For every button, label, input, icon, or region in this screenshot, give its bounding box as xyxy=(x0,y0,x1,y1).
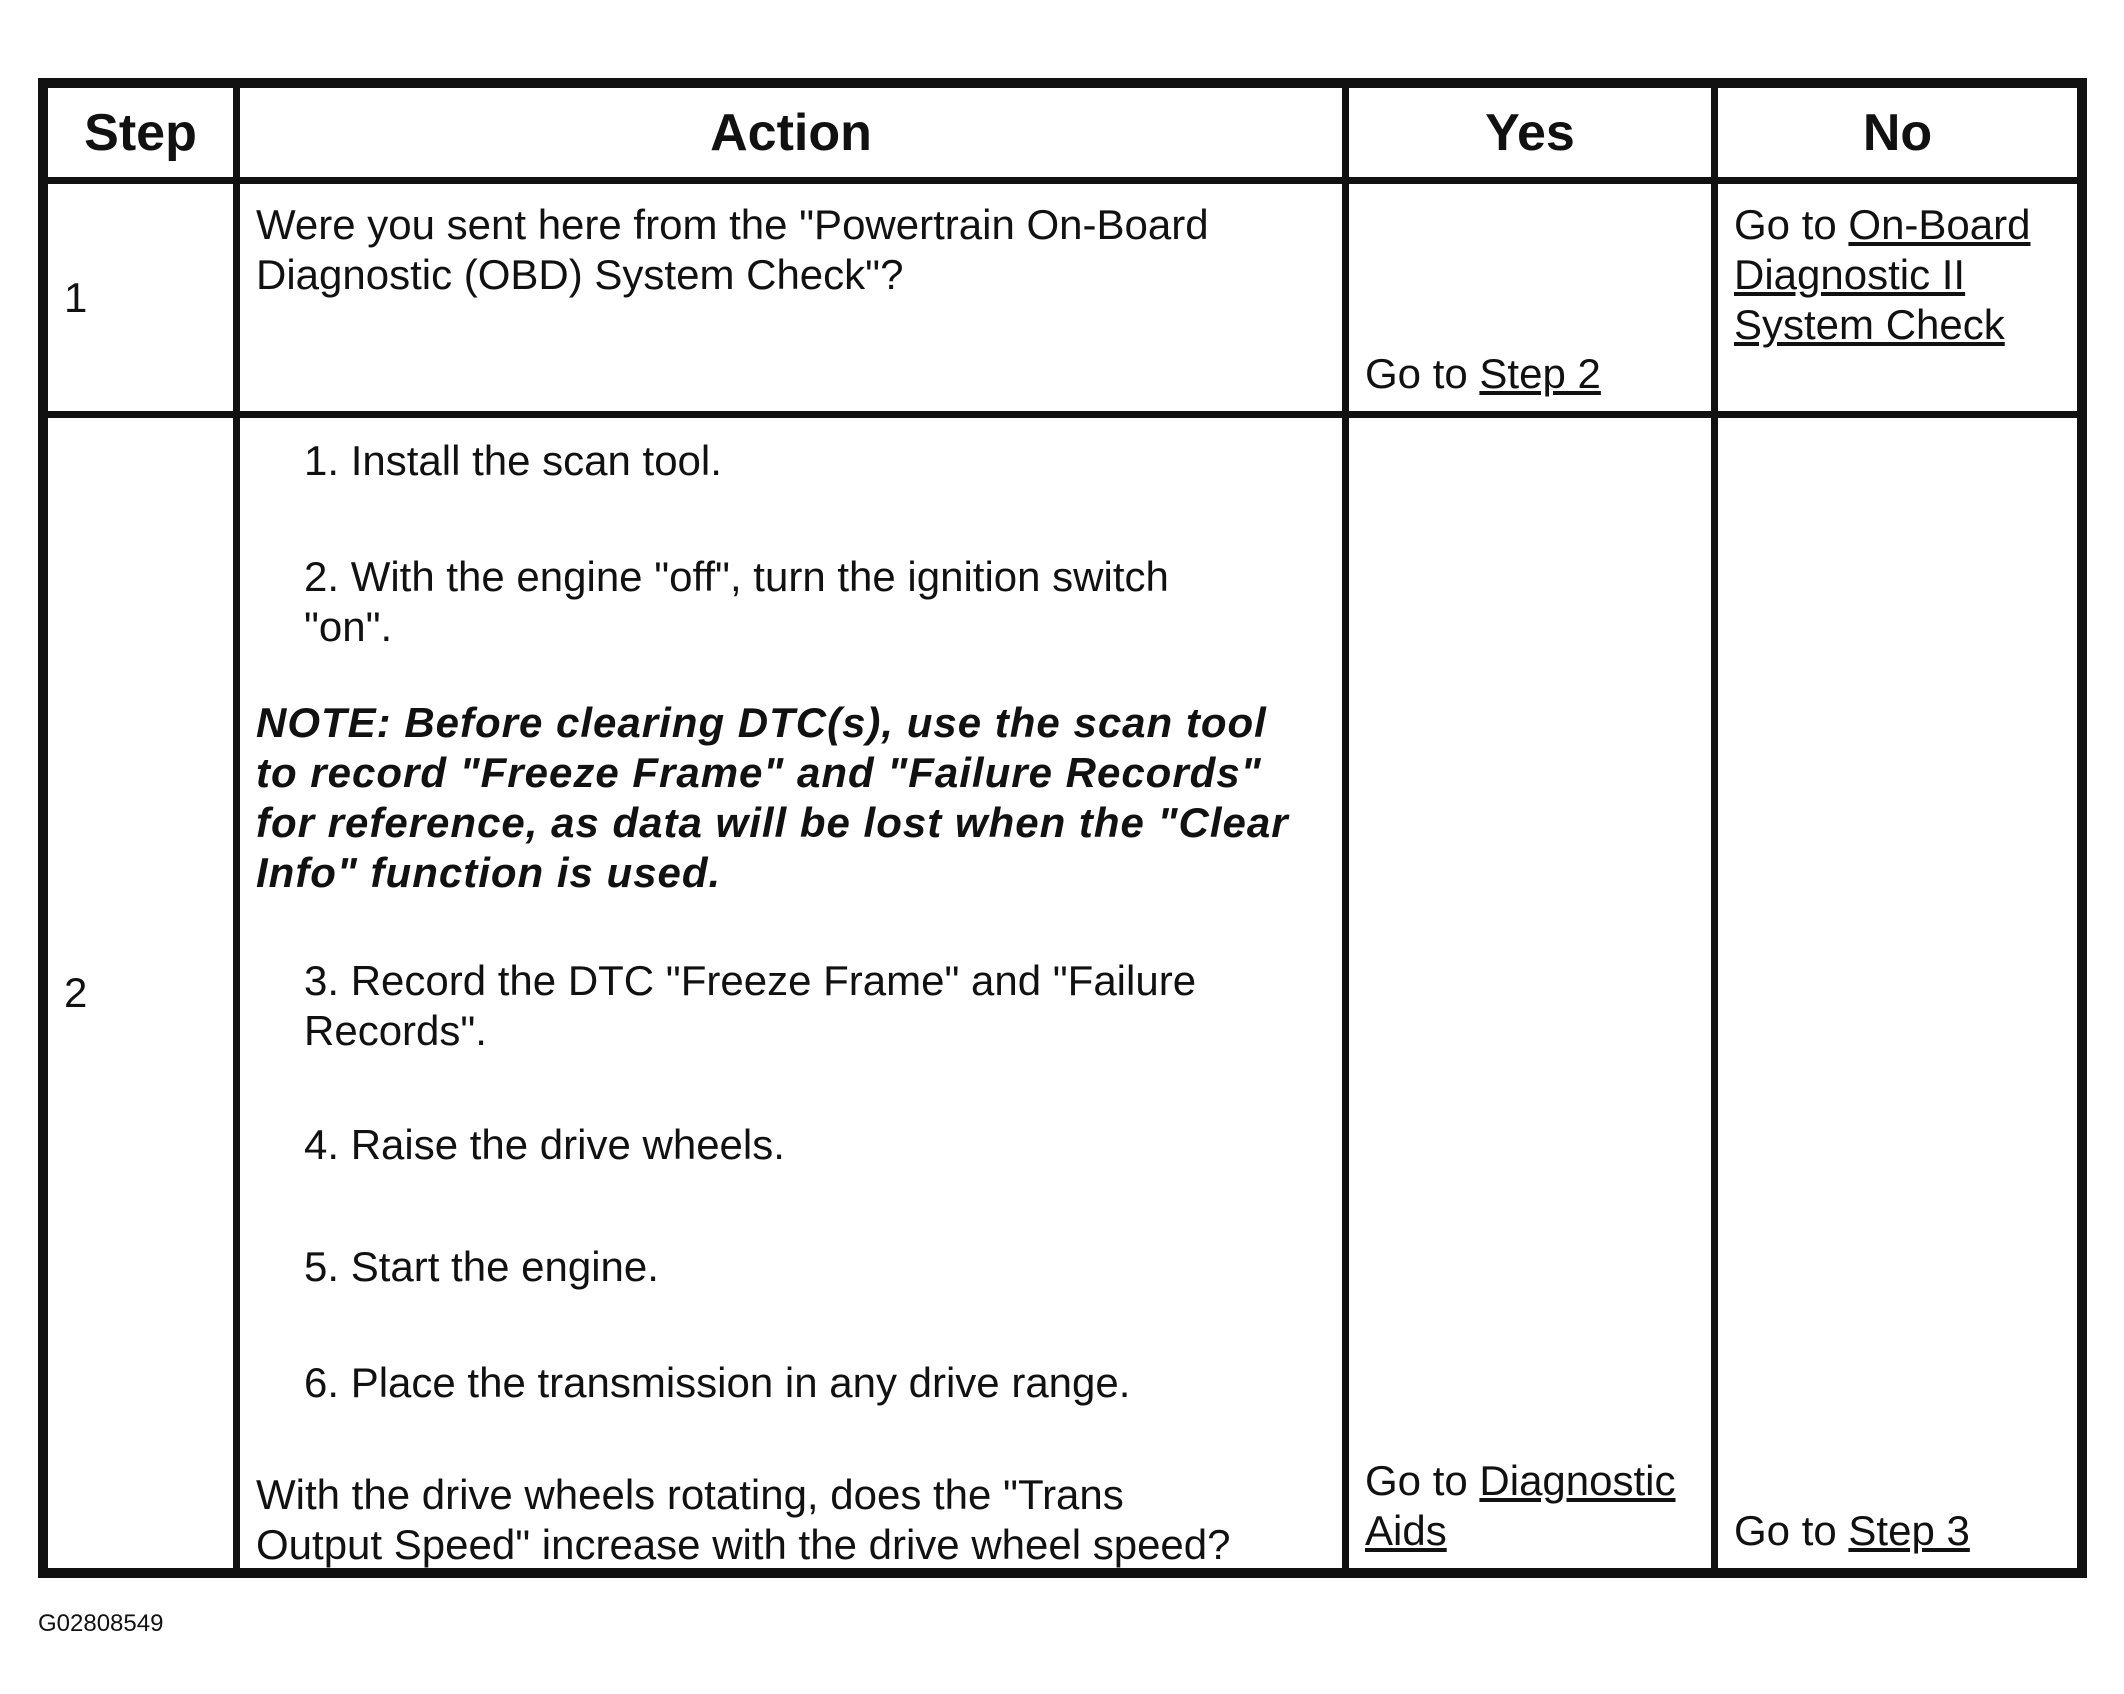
row1-yes-link-step2[interactable]: Step 2 xyxy=(1479,350,1601,397)
action-item-2 xyxy=(304,552,1322,652)
header-yes xyxy=(1349,88,1718,184)
header-action xyxy=(240,88,1349,184)
row1-no-prefix: Go to xyxy=(1734,201,1837,248)
header-no xyxy=(1718,88,2077,184)
row1-yes-text xyxy=(1365,349,1701,399)
header-yes-label: Yes xyxy=(1485,103,1575,162)
row1-action-cell xyxy=(240,184,1349,418)
row1-yes-prefix: Go to xyxy=(1365,350,1468,397)
action-note-line: for reference, as data will be lost when the "Clear xyxy=(256,799,1289,846)
row1-step-number: 1 xyxy=(64,273,88,321)
row1-action-line: Diagnostic (OBD) System Check"? xyxy=(256,251,904,298)
row1-yes-cell xyxy=(1349,184,1718,418)
row2-step-cell xyxy=(48,418,240,1568)
row2-no-link-step3[interactable]: Step 3 xyxy=(1848,1507,1970,1554)
header-no-label: No xyxy=(1862,103,1933,162)
action-item-6: 6. Place the transmission in any drive range. xyxy=(304,1359,1131,1406)
row2-no-text xyxy=(1734,1506,2067,1556)
row2-yes-text xyxy=(1365,1456,1701,1556)
row1-no-cell xyxy=(1718,184,2077,418)
row1-no-link-obd-line1[interactable]: On-Board xyxy=(1848,201,2031,248)
action-item-5: 5. Start the engine. xyxy=(304,1243,659,1290)
row2-no-cell xyxy=(1718,418,2077,1568)
action-note xyxy=(256,698,1330,898)
row2-step-number: 2 xyxy=(64,969,88,1016)
row2-action-cell xyxy=(240,418,1349,1568)
action-item-4: 4. Raise the drive wheels. xyxy=(304,1121,785,1168)
action-item-2-line: "on". xyxy=(304,603,393,650)
action-question xyxy=(256,1470,1332,1568)
header-action-label: Action xyxy=(710,103,872,162)
row2-yes-prefix: Go to xyxy=(1365,1457,1468,1504)
row2-no-prefix: Go to xyxy=(1734,1507,1837,1554)
action-item-2-line: 2. With the engine "off", turn the ignition switch xyxy=(304,553,1169,600)
row2-yes-link-diagnostic-aids-line1[interactable]: Diagnostic xyxy=(1479,1457,1676,1504)
row1-no-link-obd-line2[interactable]: Diagnostic II xyxy=(1734,251,1966,298)
action-note-line: NOTE: Before clearing DTC(s), use the scan tool xyxy=(256,699,1267,746)
action-note-line: Info" function is used. xyxy=(256,849,722,896)
diagnostic-table xyxy=(38,78,2087,1578)
row1-no-text xyxy=(1734,200,2061,250)
row1-action-line: Were you sent here from the "Powertrain On-Board xyxy=(256,201,1209,248)
figure-id-caption: G02808549 xyxy=(38,1610,164,1637)
action-item-1: 1. Install the scan tool. xyxy=(304,437,722,484)
row1-no-link-obd-line3[interactable]: System Check xyxy=(1734,301,2005,348)
action-item-3 xyxy=(304,956,1322,1056)
action-item-3-line: Records". xyxy=(304,1007,487,1054)
action-question-line: With the drive wheels rotating, does the "Trans xyxy=(256,1471,1124,1518)
action-note-line: to record "Freeze Frame" and "Failure Records" xyxy=(256,749,1262,796)
action-item-3-line: 3. Record the DTC "Freeze Frame" and "Failure xyxy=(304,957,1197,1004)
header-step xyxy=(48,88,240,184)
header-step-label: Step xyxy=(84,103,197,162)
row2-yes-link-diagnostic-aids-line2[interactable]: Aids xyxy=(1365,1507,1447,1554)
row1-step-cell xyxy=(48,184,240,418)
action-question-line: Output Speed" increase with the drive wheel speed? xyxy=(256,1521,1231,1568)
row2-yes-cell xyxy=(1349,418,1718,1568)
